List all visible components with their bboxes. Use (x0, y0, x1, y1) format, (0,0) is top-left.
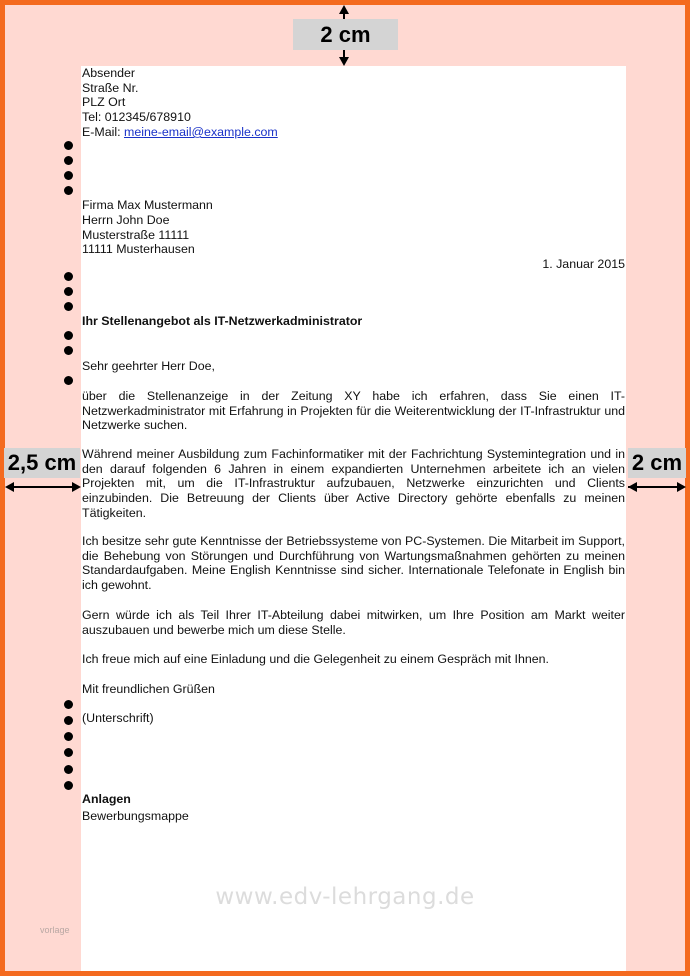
signature: (Unterschrift) (82, 711, 154, 725)
top-margin-arrow-down-icon (339, 57, 349, 66)
bullet-icon (64, 302, 73, 311)
right-margin-arrow-right-icon (677, 482, 686, 492)
bullet-icon (64, 700, 73, 709)
letter-subject: Ihr Stellenangebot als IT-Netzwerkadministrator (82, 314, 363, 328)
corner-label: vorlage (40, 925, 70, 935)
bullet-icon (64, 376, 73, 385)
recipient-company: Firma Max Mustermann (82, 198, 213, 212)
sender-label: Absender (82, 66, 136, 80)
sender-city: PLZ Ort (82, 95, 126, 109)
attachment-item: Bewerbungsmappe (82, 809, 189, 823)
body-paragraph-3: Ich besitze sehr gute Kenntnisse der Betriebssysteme von PC-Systemen. Die Mitarbeit im Support, die Behebung von Störungen und Durchführung von Wartungsmaßnahmen gehörten zu meinen Standardaufgaben. Meine English Kenntnisse sind sicher. Internationale Telefonate in English bin ich gewohnt. (82, 534, 625, 593)
right-margin-label: 2 cm (628, 448, 686, 478)
recipient-city: 11111 Musterhausen (82, 242, 195, 256)
recipient-name: Herrn John Doe (82, 213, 170, 227)
bullet-icon (64, 171, 73, 180)
bullet-icon (64, 331, 73, 340)
salutation: Sehr geehrter Herr Doe, (82, 359, 215, 373)
body-paragraph-5: Ich freue mich auf eine Einladung und die Gelegenheit zu einem Gespräch mit Ihnen. (82, 652, 550, 666)
watermark: www.edv-lehrgang.de (215, 884, 475, 910)
sender-phone: Tel: 012345/678910 (82, 110, 191, 124)
bullet-icon (64, 186, 73, 195)
bullet-icon (64, 732, 73, 741)
right-margin-arrow-left-icon (628, 482, 637, 492)
sender-email-line (82, 125, 278, 140)
letter-date: 1. Januar 2015 (542, 257, 625, 271)
left-margin-arrow-right-icon (72, 482, 81, 492)
top-margin-arrow-up-icon (339, 5, 349, 14)
top-margin-label: 2 cm (293, 19, 398, 50)
recipient-street: Musterstraße 11111 (82, 228, 190, 242)
bullet-icon (64, 272, 73, 281)
bullet-icon (64, 716, 73, 725)
bullet-icon (64, 748, 73, 757)
body-paragraph-1: über die Stellenanzeige in der Zeitung XY habe ich erfahren, dass Sie einen IT-Netzwerkadministrator mit Erfahrung in Projekten für die Weiterentwicklung der IT-Infrastruktur und Netzwerke suchen. (82, 389, 625, 433)
bullet-icon (64, 781, 73, 790)
attachments-heading: Anlagen (82, 792, 131, 806)
bullet-icon (64, 346, 73, 355)
left-margin-arrow-left-icon (5, 482, 14, 492)
bullet-icon (64, 141, 73, 150)
bullet-icon (64, 287, 73, 296)
sender-email-link[interactable]: meine-email@example.com (124, 125, 278, 139)
sender-street: Straße Nr. (82, 81, 139, 95)
left-margin-label: 2,5 cm (4, 448, 80, 478)
bullet-icon (64, 156, 73, 165)
sender-email-label: E-Mail: (82, 125, 124, 139)
closing: Mit freundlichen Grüßen (82, 682, 215, 696)
left-margin-line (7, 486, 77, 488)
bullet-icon (64, 765, 73, 774)
body-paragraph-2: Während meiner Ausbildung zum Fachinformatiker mit der Fachrichtung Systemintegration und in den darauf folgenden 6 Jahren in einem expandierten Unternehmen arbeitete ich an vielen Projekten mit, um die IT-Infrastruktur aufzubauen, Netzwerke einzurichten und Clients einzubinden. Die Betreuung der Clients über Active Directory gehörte ebenfalls zu meinen Tätigkeiten. (82, 447, 625, 520)
body-paragraph-4: Gern würde ich als Teil Ihrer IT-Abteilung dabei mitwirken, um Ihre Position am Markt weiter auszubauen und bewerbe mich um diese Stelle. (82, 608, 625, 637)
